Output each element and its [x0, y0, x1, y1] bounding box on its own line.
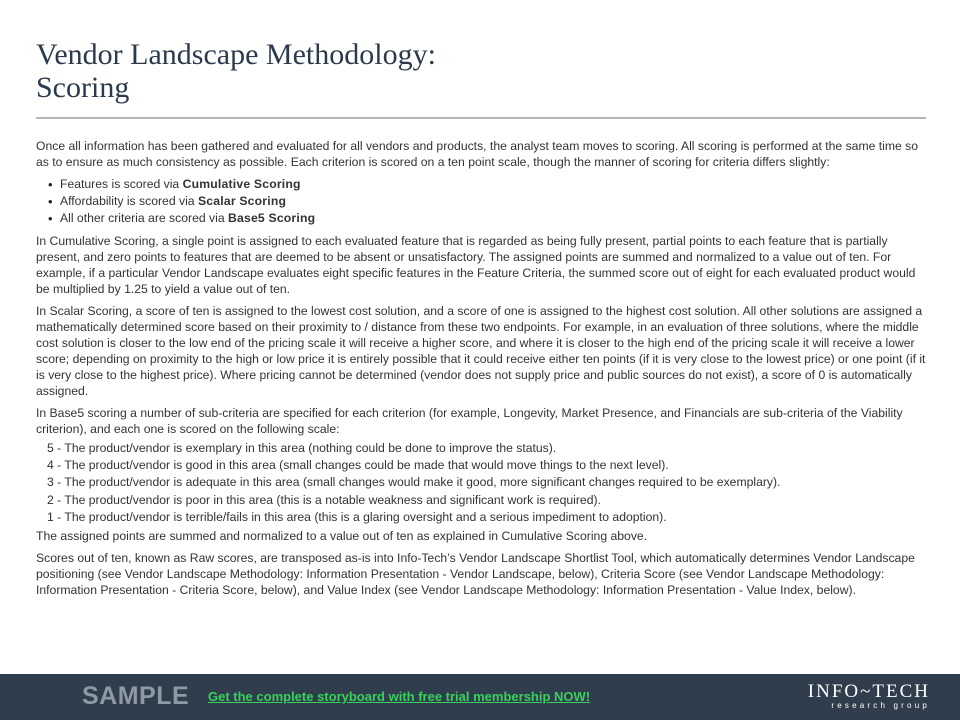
scale-item-1: 1 - The product/vendor is terrible/fails in this area (this is a glaring oversight and a serious impediment to adoption). — [47, 509, 667, 524]
base5-paragraph: In Base5 scoring a number of sub-criteria are specified for each criterion (for example, Longevity, Market Presence, and Financials are sub-criteria of the Viability criterion), and each one is scored on the following scale: — [36, 406, 903, 436]
intro-paragraph: Once all information has been gathered and evaluated for all vendors and products, the analyst team moves to scoring. All scoring is performed at the same time so as to ensure as much consistency as possible. Each criterion is scored on a ten point scale, though the manner of scoring for criteria differs slightly: — [36, 139, 919, 169]
raw-scores-paragraph: Scores out of ten, known as Raw scores, are transposed as-is into Info-Tech’s Vendor Landscape Shortlist Tool, which automatically determines Vendor Landscape positioning (see Vendor Landscape Methodology: Information Presentation - Vendor Landscape, below), Criteria Score (see Vendor Landscape Methodology: Information Presentation - Criteria Score, below), and Value Index (see Vendor Landscape Methodology: Information Presentation - Value Index, below). — [36, 551, 915, 598]
scoring-method-item — [48, 210, 926, 227]
scalar-paragraph: In Scalar Scoring, a score of ten is assigned to the lowest cost solution, and a score of one is assigned to the highest cost solution. All other solutions are assigned a mathematically determined score based on their proximity to / distance from these two endpoints. For example, in an evaluation of three solutions, where the middle cost solution is closer to the low end of the pricing scale it will receive a higher score, and where it is closer to the high end of the pricing scale it will receive a lower score; depending on proximity to the high or low price it is entirely possible that it could receive either ten points (if it is very close to the lowest price) or one point (if it is very close to the highest price). Where pricing cannot be determined (vendor does not supply price and public sources do not exist), a score of 0 is automatically assigned. — [36, 304, 926, 398]
scoring-method-item — [48, 176, 926, 193]
page-title-line-2: Scoring — [36, 71, 130, 104]
scoring-method-text: Features is scored via — [60, 177, 183, 191]
scoring-method-name: Base5 Scoring — [227, 211, 316, 225]
page-title-line-1: Vendor Landscape Methodology: — [36, 38, 436, 71]
scale-item-3: 3 - The product/vendor is adequate in this area (small changes would make it good, more significant changes required to be exemplary). — [47, 475, 781, 490]
body-content — [36, 138, 926, 604]
scoring-method-name: Scalar Scoring — [197, 194, 287, 208]
scale-item-5: 5 - The product/vendor is exemplary in this area (nothing could be done to improve the status). — [47, 441, 557, 455]
info-tech-logo — [808, 682, 930, 710]
scoring-method-list — [36, 176, 926, 227]
logo-wordmark: INFO~TECH — [807, 681, 930, 702]
title-divider — [36, 117, 926, 119]
scoring-method-item — [48, 193, 926, 210]
page-title — [36, 38, 916, 104]
sample-watermark: SAMPLE — [82, 682, 190, 710]
assigned-paragraph: The assigned points are summed and normalized to a value out of ten as explained in Cumulative Scoring above. — [36, 529, 648, 544]
scale-item-4: 4 - The product/vendor is good in this area (small changes could be made that would move things to the next level). — [47, 458, 669, 473]
scoring-method-name: Cumulative Scoring — [182, 177, 301, 191]
scale-item-2: 2 - The product/vendor is poor in this area (this is a notable weakness and significant work is required). — [47, 492, 601, 507]
cumulative-paragraph: In Cumulative Scoring, a single point is assigned to each evaluated feature that is regarded as being fully present, partial points to each feature that is partially present, and zero points to features that are deemed to be absent or unsatisfactory. The assigned points are summed and normalized to a value out of ten. For example, if a particular Vendor Landscape evaluates eight specific features in the Feature Criteria, the summed score out of eight for each evaluated product would be multiplied by 1.25 to yield a value out of ten. — [36, 234, 916, 296]
scoring-method-text: All other criteria are scored via — [60, 211, 228, 225]
trial-membership-link[interactable]: Get the complete storyboard with free trial membership NOW! — [208, 689, 591, 704]
logo-tagline: research group — [831, 701, 930, 710]
base5-scale-list — [36, 440, 926, 526]
footer-bar — [0, 674, 960, 720]
scoring-method-text: Affordability is scored via — [60, 194, 198, 208]
